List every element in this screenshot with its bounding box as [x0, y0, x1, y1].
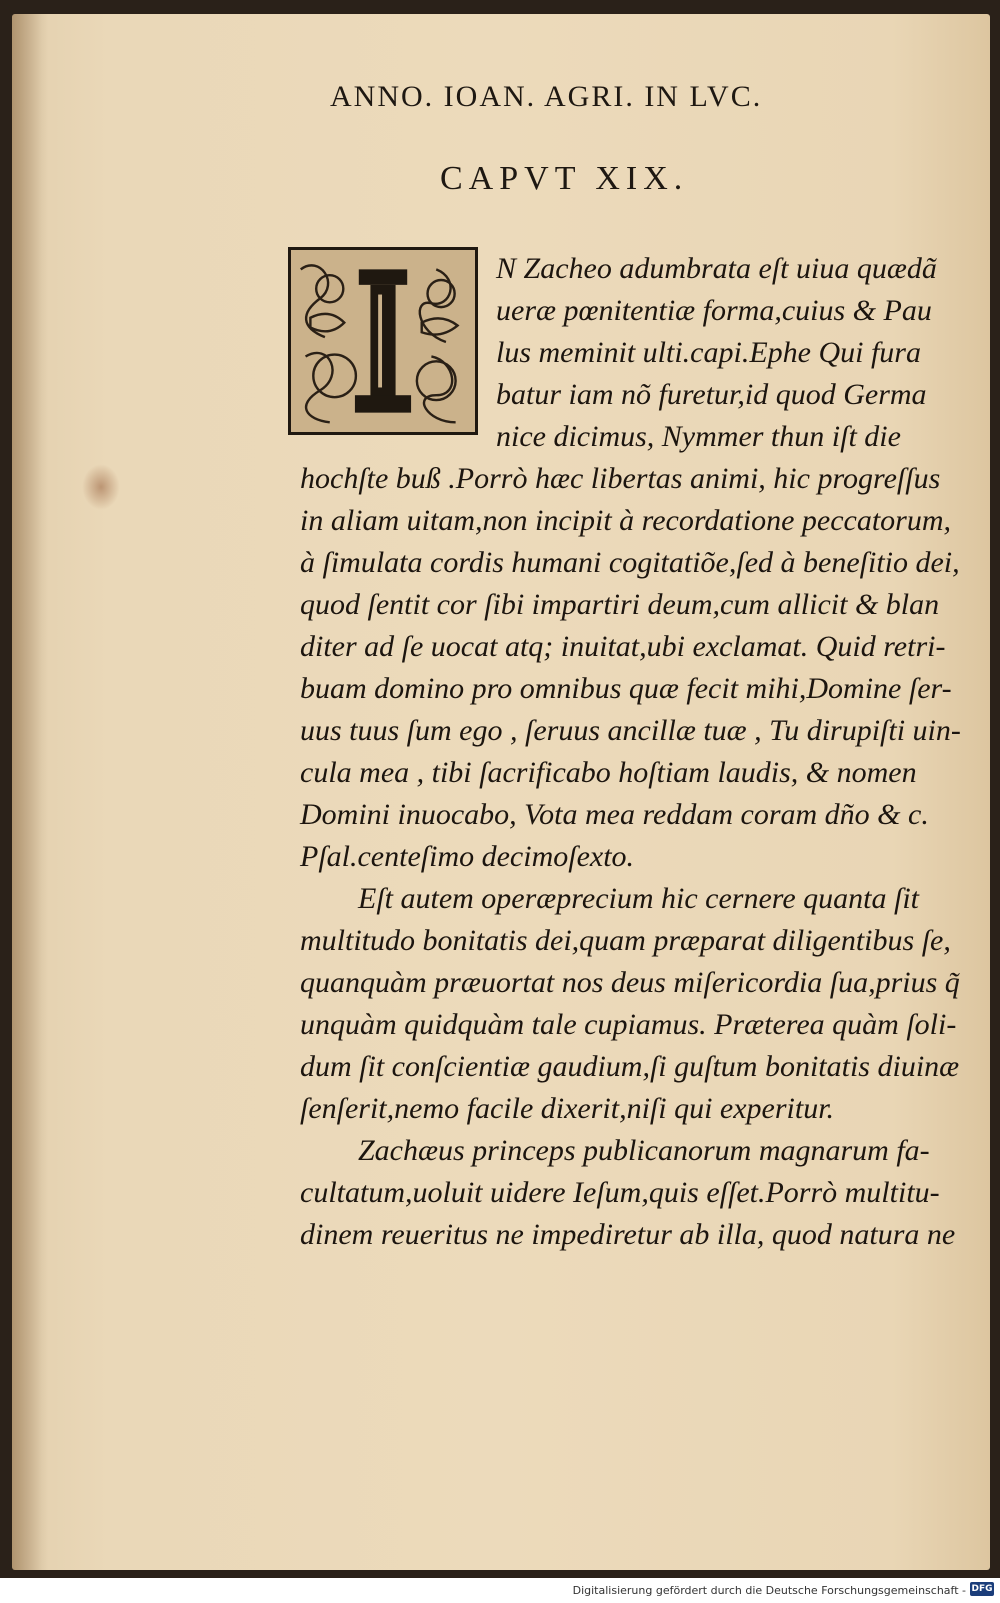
text-line: buam domino pro omnibus quæ fecit mihi,Domine ſer- — [300, 672, 952, 705]
text-line: Eſt autem operæprecium hic cernere quanta ſit — [358, 882, 919, 915]
text-line: multitudo bonitatis dei,quam præparat diligentibus ſe, — [300, 924, 951, 957]
text-line: cultatum,uoluit uidere Ieſum,quis eſſet.Porrò multitu- — [300, 1176, 940, 1209]
text-line: diter ad ſe uocat atq; inuitat,ubi exclamat. Quid retri- — [300, 630, 946, 663]
text-line: à ſimulata cordis humani cogitatiõe,ſed à beneſitio dei, — [300, 546, 960, 579]
dfg-logo-icon: DFG — [971, 1584, 993, 1594]
text-line: Pſal.centeſimo decimoſexto. — [300, 840, 635, 873]
book-page — [12, 14, 990, 1570]
text-line: in aliam uitam,non incipit à recordatione peccatorum, — [300, 504, 952, 537]
text-line: Zachæus princeps publicanorum magnarum fa- — [358, 1134, 930, 1167]
paper-stain — [82, 464, 120, 510]
text-line: nice dicimus, Nymmer thun iſt die — [496, 420, 901, 453]
text-line: dum ſit conſcientiæ gaudium,ſi guſtum bonitatis diuinæ — [300, 1050, 960, 1083]
gutter-shadow — [12, 14, 48, 1570]
text-line: batur iam nõ furetur,id quod Germa — [496, 378, 927, 411]
chapter-title: CAPVT XIX. — [440, 160, 689, 197]
running-head: ANNO. IOAN. AGRI. IN LVC. — [330, 80, 763, 113]
text-line: Domini inuocabo, Vota mea reddam coram dño & c. — [300, 798, 929, 831]
text-line: N Zacheo adumbrata eſt uiua quædã — [496, 252, 937, 285]
text-line: ſenſerit,nemo facile dixerit,niſi qui experitur. — [300, 1092, 835, 1125]
text-line: uus tuus ſum ego , ſeruus ancillæ tuæ , Tu dirupiſti uin- — [300, 714, 961, 747]
text-line: unquàm quidquàm tale cupiamus. Præterea quàm ſoli- — [300, 1008, 957, 1041]
text-line: lus meminit ulti.capi.Ephe Qui fura — [496, 336, 921, 369]
text-line: hochſte buß .Porrò hæc libertas animi, hic progreſſus — [300, 462, 941, 495]
text-line: dinem reueritus ne impediretur ab illa, quod natura ne — [300, 1218, 956, 1251]
text-line: ueræ pœnitentiæ forma,cuius & Pau — [496, 294, 932, 327]
text-line: cula mea , tibi ſacrificabo hoſtiam laudis, & nomen — [300, 756, 917, 789]
funding-credit: Digitalisierung gefördert durch die Deutsche Forschungsgemeinschaft - — [572, 1584, 966, 1597]
text-line: quanquàm præuortat nos deus miſericordia ſua,prius q̃ — [300, 966, 960, 999]
text-line: quod ſentit cor ſibi impartiri deum,cum allicit & blan — [300, 588, 940, 621]
ornamental-initial-I-icon — [288, 247, 478, 435]
